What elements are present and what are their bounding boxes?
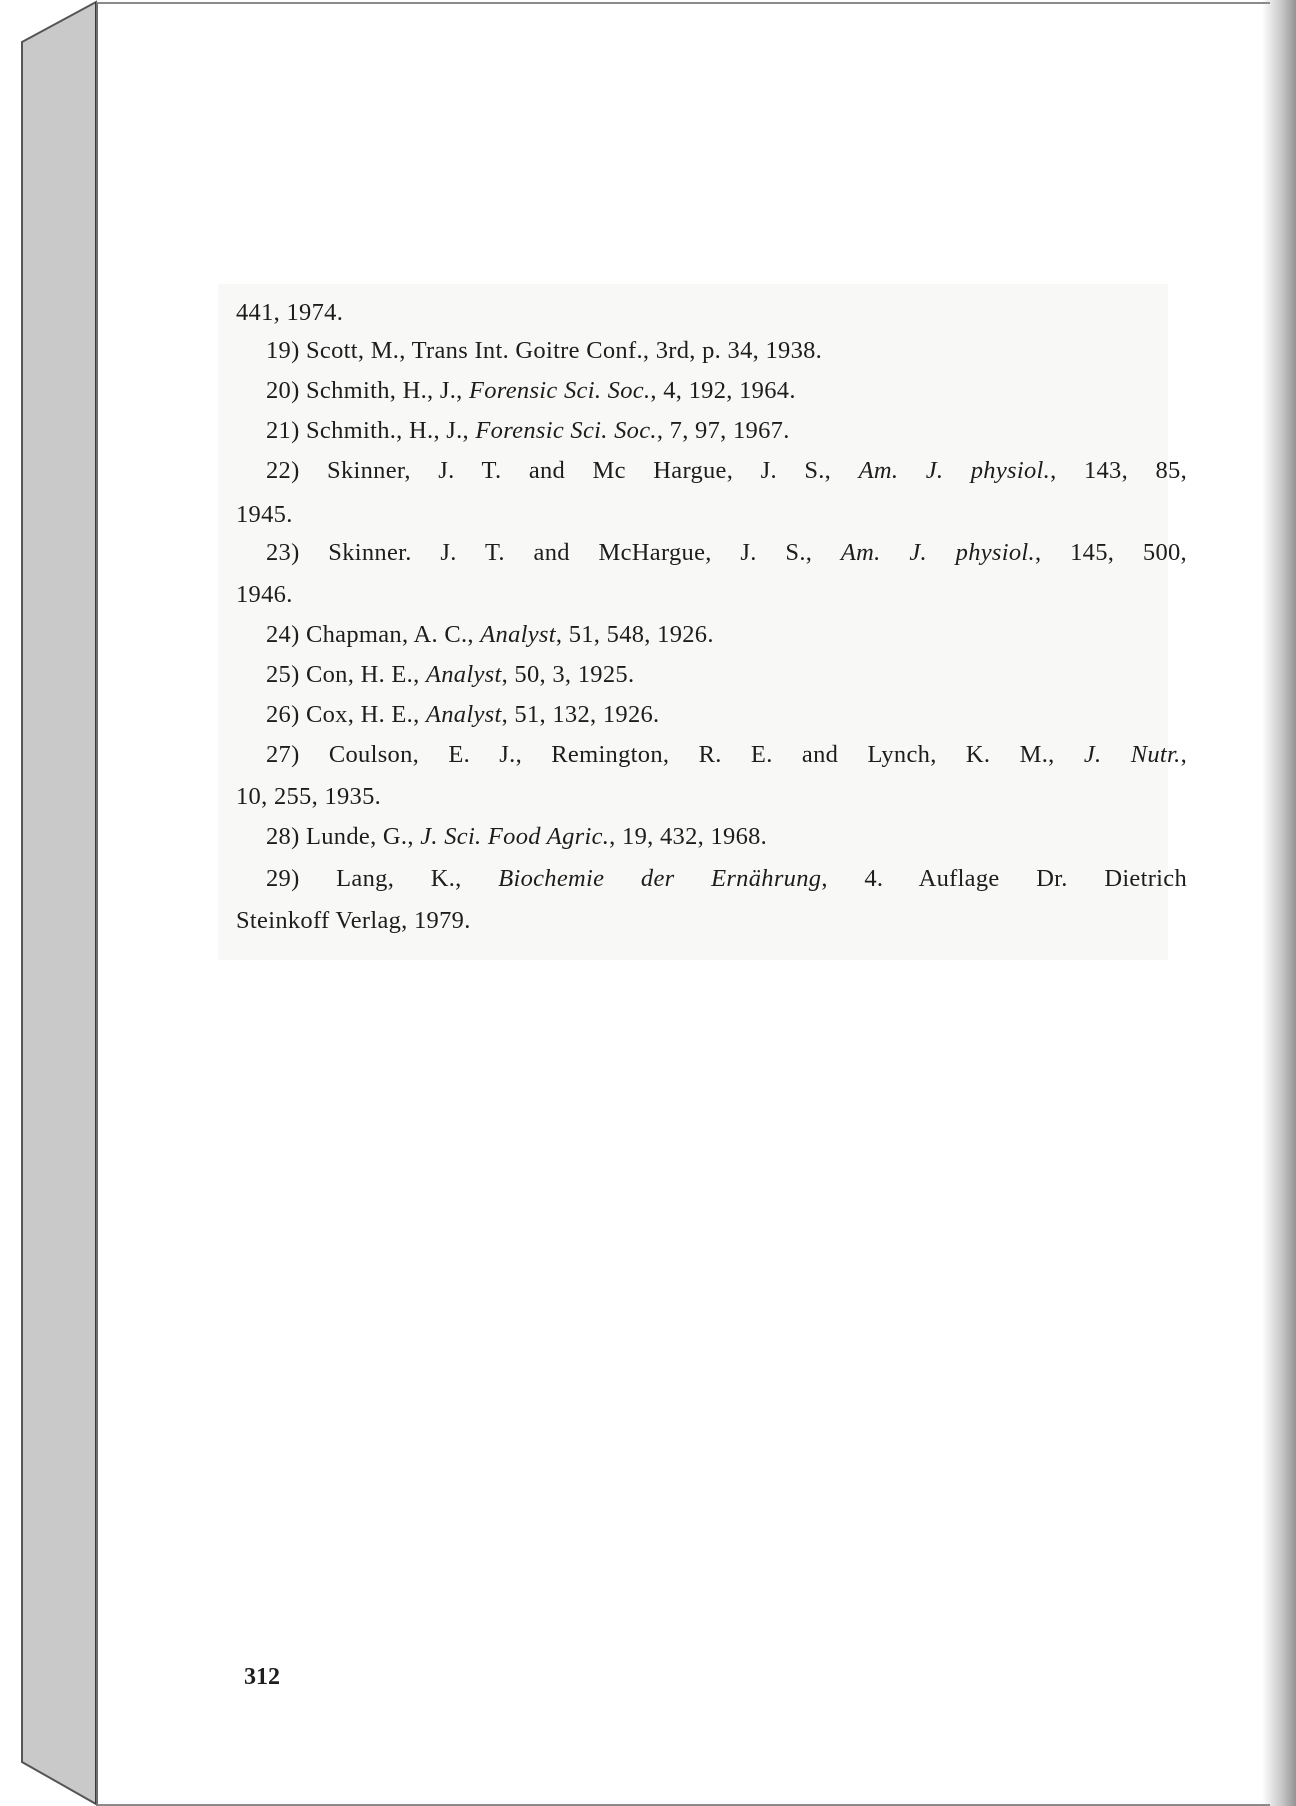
journal-title: Forensic Sci. Soc. (468, 377, 651, 404)
page-number: 312 (244, 1664, 280, 1690)
book-title: Biochemie der Ernährung (498, 865, 822, 892)
journal-title: Am. J. physiol. (858, 457, 1051, 484)
reference-line (266, 456, 1187, 486)
journal-title: Analyst (480, 621, 556, 648)
reference-text: , 145, 500, (1034, 539, 1187, 566)
reference-text: , 51, 132, 1926. (501, 701, 660, 728)
reference-line (266, 700, 660, 730)
reference-text: 441, 1974. (236, 299, 344, 326)
reference-line (266, 376, 796, 406)
reference-text: , 19, 432, 1968. (609, 823, 768, 850)
reference-text: , 7, 97, 1967. (656, 417, 790, 444)
journal-title: J. Nutr. (1083, 741, 1181, 768)
reference-text: 10, 255, 1935. (236, 783, 382, 810)
reference-line (236, 500, 293, 530)
reference-text: , 50, 3, 1925. (501, 661, 635, 688)
journal-title: Analyst (425, 661, 502, 688)
reference-text: , 143, 85, (1050, 457, 1187, 484)
reference-text: , 51, 548, 1926. (555, 621, 714, 648)
reference-text: 23) Skinner. J. T. and McHargue, J. S., (266, 539, 841, 566)
reference-line (266, 864, 1187, 894)
reference-text: Steinkoff Verlag, 1979. (236, 907, 471, 934)
reference-line (266, 416, 790, 446)
journal-title: J. Sci. Food Agric. (420, 823, 610, 850)
reference-line (266, 660, 634, 690)
reference-line (266, 740, 1187, 770)
journal-title: Analyst (425, 701, 502, 728)
reference-text: , 4, 192, 1964. (650, 377, 796, 404)
reference-text: 20) Schmith, H., J., (266, 377, 469, 404)
reference-line (266, 336, 822, 366)
book-spine-face (22, 2, 96, 1804)
reference-text: 24) Chapman, A. C., (266, 621, 481, 648)
reference-text: 22) Skinner, J. T. and Mc Hargue, J. S., (266, 457, 859, 484)
reference-text: , (1180, 741, 1187, 768)
reference-line (236, 580, 293, 610)
reference-line (236, 298, 343, 328)
reference-line (266, 822, 767, 852)
reference-text: 28) Lunde, G., (266, 823, 421, 850)
reference-text: 1945. (236, 501, 293, 528)
reference-text: 26) Cox, H. E., (266, 701, 426, 728)
page-edge-shadow (1262, 0, 1296, 1806)
reference-line (266, 538, 1187, 568)
reference-text: 25) Con, H. E., (266, 661, 426, 688)
reference-line (236, 906, 471, 936)
reference-text: , 4. Auflage Dr. Dietrich (821, 865, 1187, 892)
journal-title: Am. J. physiol. (840, 539, 1035, 566)
reference-line (266, 620, 714, 650)
reference-text: 19) Scott, M., Trans Int. Goitre Conf., 3rd, p. 34, 1938. (266, 337, 823, 364)
reference-text: 21) Schmith., H., J., (266, 417, 476, 444)
journal-title: Forensic Sci. Soc. (475, 417, 657, 444)
reference-text: 1946. (236, 581, 293, 608)
reference-text: 29) Lang, K., (266, 865, 499, 892)
reference-text: 27) Coulson, E. J., Remington, R. E. and Lynch, K. M., (266, 741, 1084, 768)
reference-line (236, 782, 381, 812)
